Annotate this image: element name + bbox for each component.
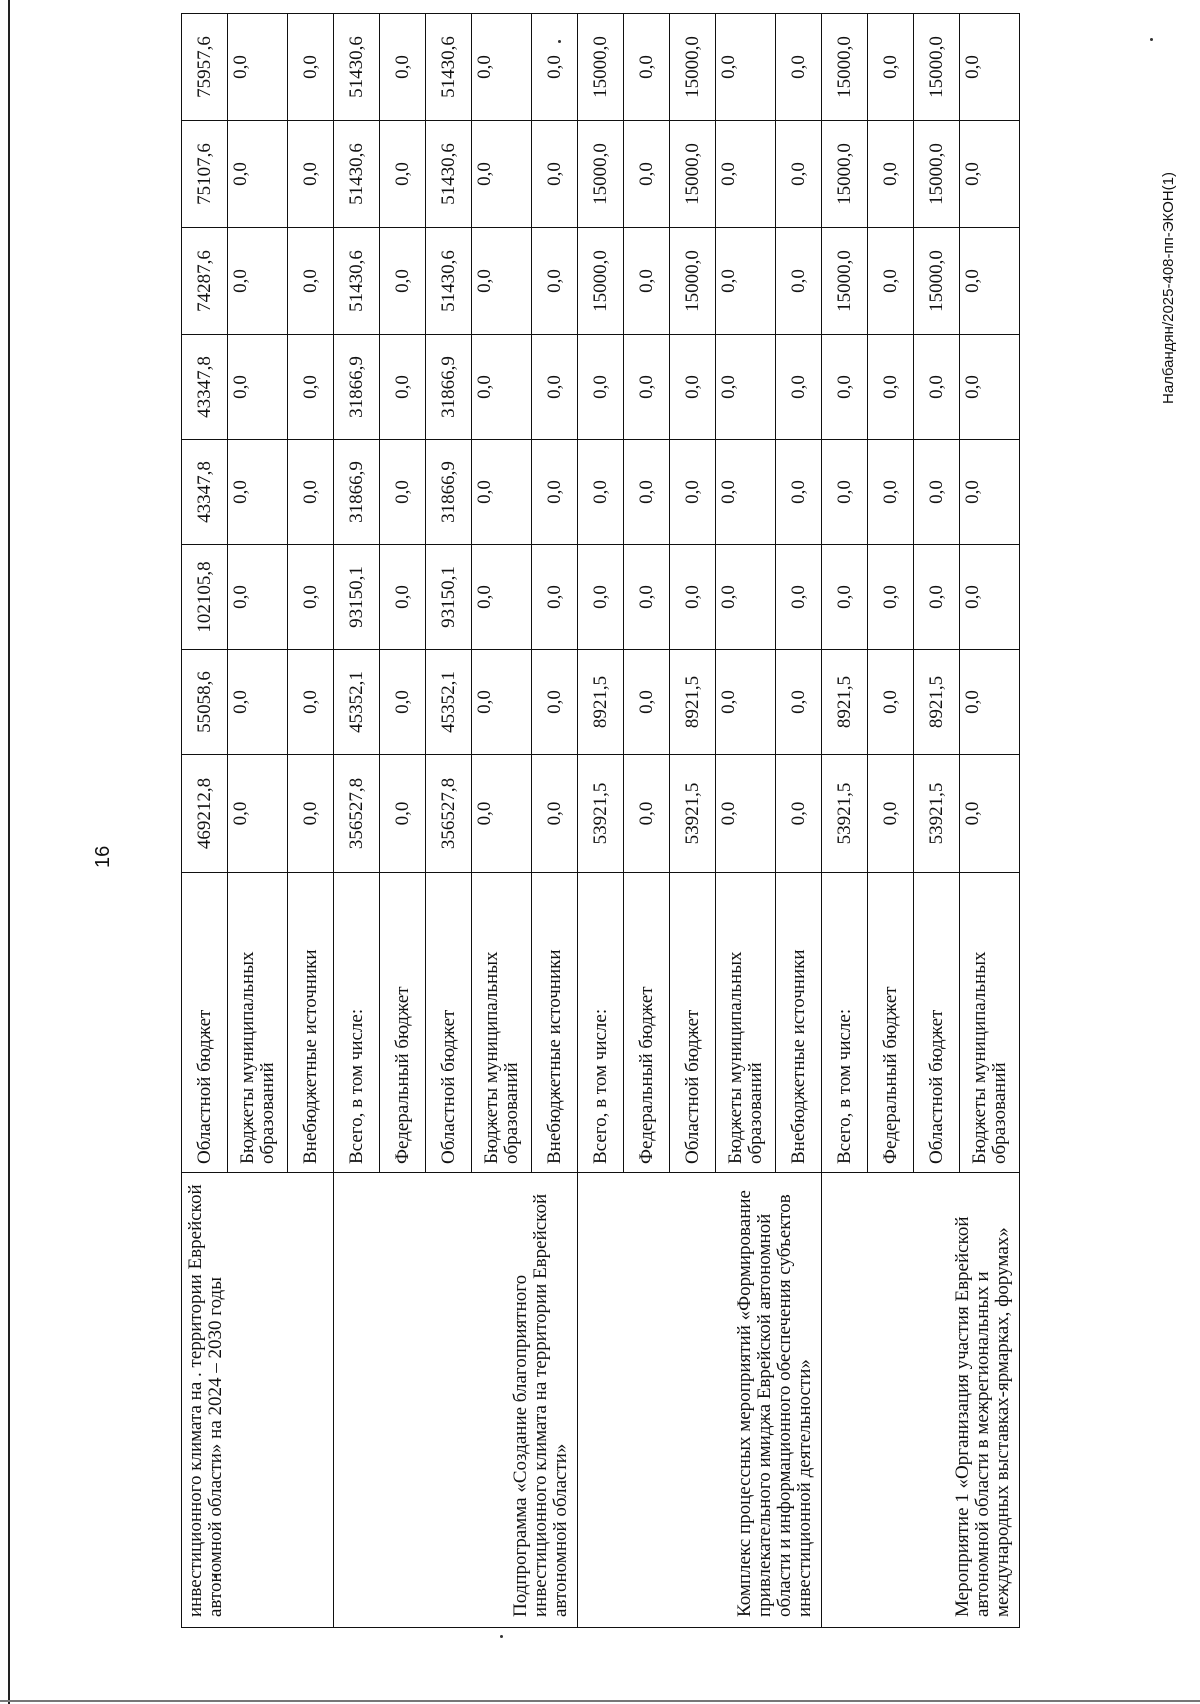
amount-cell: 0,0: [776, 545, 822, 650]
funding-source-cell: Федеральный бюджет: [380, 873, 426, 1173]
amount-cell: 15000,0: [822, 121, 868, 228]
amount-cell: 15000,0: [822, 14, 868, 121]
funding-source-cell: Бюджеты муниципальных образований: [960, 873, 1020, 1173]
amount-cell: 75957,6: [182, 14, 228, 121]
amount-cell: 0,0: [532, 335, 578, 440]
amount-cell: 0,0: [532, 228, 578, 335]
amount-cell: 0,0: [228, 440, 288, 545]
amount-cell: 0,0: [288, 545, 334, 650]
funding-source-cell: Областной бюджет: [426, 873, 472, 1173]
amount-cell: 0,0: [670, 335, 716, 440]
amount-cell: 31866,9: [334, 440, 380, 545]
amount-cell: 43347,8: [182, 440, 228, 545]
amount-cell: 0,0: [670, 545, 716, 650]
amount-cell: 0,0: [868, 440, 914, 545]
program-name-cell: инвестиционного климата на . территории Еврейской автономной области» на 2024 – 2030 годы: [182, 1173, 334, 1628]
amount-cell: 53921,5: [822, 755, 868, 873]
funding-source-cell: Областной бюджет: [670, 873, 716, 1173]
amount-cell: 102105,8: [182, 545, 228, 650]
amount-cell: 0,0: [228, 228, 288, 335]
program-name-cell: Мероприятие 1 «Организация участия Еврейской автономной области в межрегиональных и международных выставках-ярмарках, форумах»: [822, 1173, 1020, 1628]
amount-cell: 0,0: [380, 335, 426, 440]
amount-cell: 0,0: [532, 755, 578, 873]
amount-cell: 75107,6: [182, 121, 228, 228]
amount-cell: 0,0: [578, 335, 624, 440]
amount-cell: 0,0: [960, 545, 1020, 650]
amount-cell: 0,0: [960, 755, 1020, 873]
amount-cell: 0,0: [532, 121, 578, 228]
amount-cell: 51430,6: [426, 14, 472, 121]
page-number: 16: [92, 845, 114, 868]
financing-table: [181, 13, 1020, 1628]
amount-cell: 0,0: [624, 14, 670, 121]
amount-cell: 8921,5: [578, 650, 624, 755]
amount-cell: 93150,1: [334, 545, 380, 650]
amount-cell: 0,0: [228, 650, 288, 755]
table-row: [182, 14, 228, 1628]
amount-cell: 0,0: [624, 335, 670, 440]
amount-cell: 0,0: [380, 121, 426, 228]
amount-cell: 0,0: [868, 755, 914, 873]
amount-cell: 0,0: [960, 14, 1020, 121]
amount-cell: 0,0: [288, 755, 334, 873]
funding-source-cell: Всего, в том числе:: [578, 873, 624, 1173]
amount-cell: 45352,1: [334, 650, 380, 755]
amount-cell: 0,0: [472, 228, 532, 335]
amount-cell: 0,0: [288, 121, 334, 228]
amount-cell: 0,0: [624, 440, 670, 545]
table-row: [822, 14, 868, 1628]
amount-cell: 0,0: [822, 440, 868, 545]
amount-cell: 0,0: [716, 121, 776, 228]
amount-cell: 0,0: [380, 14, 426, 121]
amount-cell: 15000,0: [914, 228, 960, 335]
amount-cell: 0,0: [670, 440, 716, 545]
amount-cell: 0,0: [532, 545, 578, 650]
funding-source-cell: Внебюджетные источники: [776, 873, 822, 1173]
amount-cell: 0,0: [776, 440, 822, 545]
amount-cell: 0,0: [472, 335, 532, 440]
table-row: [578, 14, 624, 1628]
amount-cell: 0,0: [624, 650, 670, 755]
amount-cell: 469212,8: [182, 755, 228, 873]
amount-cell: 0,0: [472, 121, 532, 228]
amount-cell: 0,0: [776, 755, 822, 873]
amount-cell: 0,0: [960, 650, 1020, 755]
amount-cell: 0,0: [868, 228, 914, 335]
amount-cell: 0,0: [716, 335, 776, 440]
amount-cell: 0,0: [472, 440, 532, 545]
amount-cell: 31866,9: [426, 440, 472, 545]
amount-cell: 0,0: [472, 14, 532, 121]
funding-source-cell: Областной бюджет: [914, 873, 960, 1173]
amount-cell: 53921,5: [914, 755, 960, 873]
amount-cell: 0,0: [822, 545, 868, 650]
amount-cell: 0,0: [228, 545, 288, 650]
amount-cell: 0,0: [776, 121, 822, 228]
table-row: [334, 14, 380, 1628]
amount-cell: 0,0: [776, 14, 822, 121]
amount-cell: 0,0: [716, 228, 776, 335]
amount-cell: 0,0: [914, 440, 960, 545]
amount-cell: 0,0: [960, 440, 1020, 545]
amount-cell: 53921,5: [670, 755, 716, 873]
amount-cell: 0,0: [578, 545, 624, 650]
amount-cell: 15000,0: [914, 14, 960, 121]
amount-cell: 51430,6: [426, 121, 472, 228]
document-code: Налбандян/2025-408-пп-ЭКОН(1): [1160, 172, 1177, 404]
amount-cell: 55058,6: [182, 650, 228, 755]
amount-cell: 0,0: [868, 335, 914, 440]
amount-cell: 0,0: [532, 440, 578, 545]
amount-cell: 0,0: [776, 335, 822, 440]
amount-cell: 0,0: [914, 335, 960, 440]
amount-cell: 356527,8: [426, 755, 472, 873]
funding-source-cell: Федеральный бюджет: [624, 873, 670, 1173]
amount-cell: 0,0: [380, 650, 426, 755]
amount-cell: 93150,1: [426, 545, 472, 650]
amount-cell: 0,0: [868, 650, 914, 755]
program-name-cell: Комплекс процессных мероприятий «Формирование привлекательного имиджа Еврейской автономной области и информационного обеспечения субъектов инвестиционной деятельности»: [578, 1173, 822, 1628]
amount-cell: 8921,5: [670, 650, 716, 755]
amount-cell: 0,0: [228, 755, 288, 873]
amount-cell: 15000,0: [822, 228, 868, 335]
amount-cell: 15000,0: [914, 121, 960, 228]
amount-cell: 0,0: [228, 14, 288, 121]
amount-cell: 15000,0: [578, 14, 624, 121]
amount-cell: 51430,6: [426, 228, 472, 335]
amount-cell: 0,0: [776, 650, 822, 755]
amount-cell: 0,0: [472, 650, 532, 755]
amount-cell: 0,0: [822, 335, 868, 440]
amount-cell: 0,0: [960, 335, 1020, 440]
amount-cell: 0,0: [228, 335, 288, 440]
amount-cell: 15000,0: [578, 228, 624, 335]
amount-cell: 0,0: [288, 650, 334, 755]
amount-cell: 45352,1: [426, 650, 472, 755]
amount-cell: 0,0: [288, 14, 334, 121]
amount-cell: 0,0: [776, 228, 822, 335]
amount-cell: 0,0: [624, 228, 670, 335]
amount-cell: 8921,5: [822, 650, 868, 755]
amount-cell: 0,0: [624, 545, 670, 650]
amount-cell: 0,0: [960, 121, 1020, 228]
funding-source-cell: Всего, в том числе:: [334, 873, 380, 1173]
amount-cell: 31866,9: [426, 335, 472, 440]
amount-cell: 356527,8: [334, 755, 380, 873]
amount-cell: 0,0: [532, 650, 578, 755]
amount-cell: 0,0: [380, 755, 426, 873]
amount-cell: 0,0: [716, 755, 776, 873]
funding-source-cell: Областной бюджет: [182, 873, 228, 1173]
funding-source-cell: Всего, в том числе:: [822, 873, 868, 1173]
amount-cell: 0,0: [716, 14, 776, 121]
amount-cell: 0,0: [716, 545, 776, 650]
amount-cell: 0,0: [288, 335, 334, 440]
funding-source-cell: Внебюджетные источники: [288, 873, 334, 1173]
amount-cell: 0,0: [624, 755, 670, 873]
amount-cell: 15000,0: [670, 121, 716, 228]
amount-cell: 53921,5: [578, 755, 624, 873]
amount-cell: 0,0: [868, 121, 914, 228]
funding-source-cell: Внебюджетные источники: [532, 873, 578, 1173]
amount-cell: 0,0: [914, 545, 960, 650]
amount-cell: 15000,0: [670, 14, 716, 121]
amount-cell: 51430,6: [334, 121, 380, 228]
amount-cell: 51430,6: [334, 228, 380, 335]
amount-cell: 0,0: [288, 440, 334, 545]
amount-cell: 8921,5: [914, 650, 960, 755]
amount-cell: 0,0: [380, 228, 426, 335]
amount-cell: 15000,0: [578, 121, 624, 228]
amount-cell: 0,0: [716, 440, 776, 545]
amount-cell: 0,0: [960, 228, 1020, 335]
amount-cell: 0,0: [380, 545, 426, 650]
program-name-cell: Подпрограмма «Создание благоприятного инвестиционного климата на территории Еврейской автономной области»: [334, 1173, 578, 1628]
amount-cell: 0,0: [472, 755, 532, 873]
amount-cell: 0,0: [868, 545, 914, 650]
amount-cell: 15000,0: [670, 228, 716, 335]
amount-cell: 0,0: [578, 440, 624, 545]
amount-cell: 43347,8: [182, 335, 228, 440]
funding-source-cell: Федеральный бюджет: [868, 873, 914, 1173]
amount-cell: 0,0: [472, 545, 532, 650]
amount-cell: 51430,6: [334, 14, 380, 121]
funding-source-cell: Бюджеты муниципальных образований: [716, 873, 776, 1173]
amount-cell: 0,0: [868, 14, 914, 121]
amount-cell: 0,0: [288, 228, 334, 335]
amount-cell: 0,0: [532, 14, 578, 121]
funding-source-cell: Бюджеты муниципальных образований: [228, 873, 288, 1173]
amount-cell: 0,0: [624, 121, 670, 228]
amount-cell: 0,0: [716, 650, 776, 755]
amount-cell: 74287,6: [182, 228, 228, 335]
funding-source-cell: Бюджеты муниципальных образований: [472, 873, 532, 1173]
amount-cell: 31866,9: [334, 335, 380, 440]
amount-cell: 0,0: [380, 440, 426, 545]
amount-cell: 0,0: [228, 121, 288, 228]
